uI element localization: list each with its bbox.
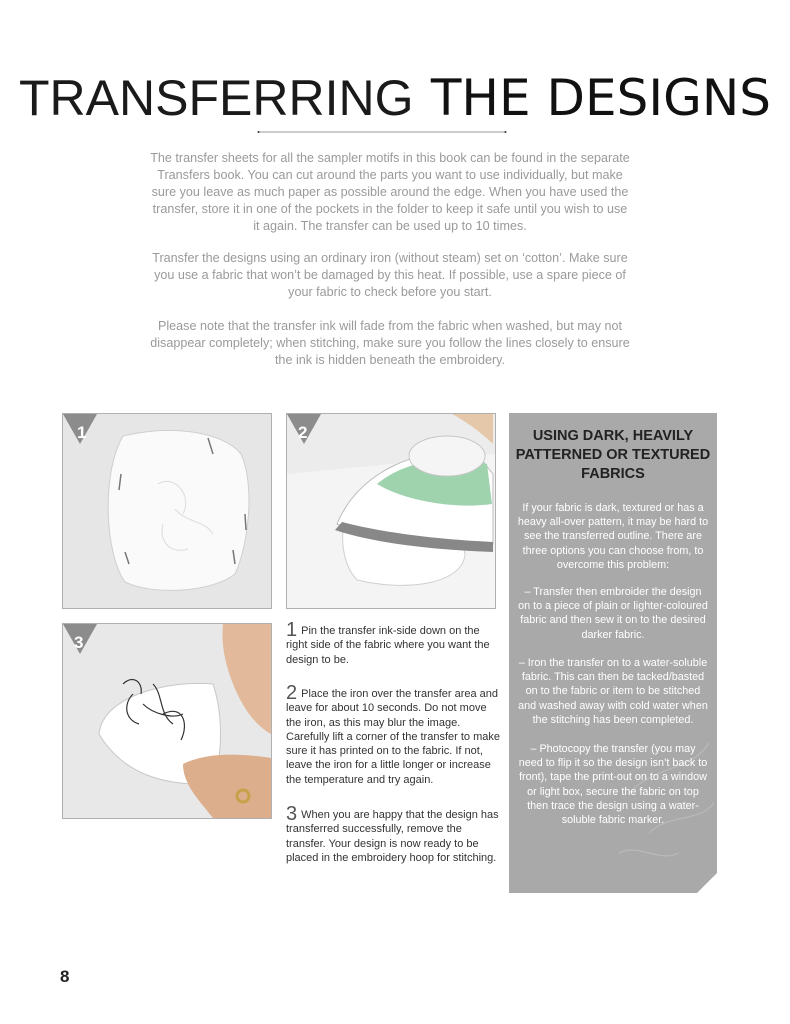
sidebar-paragraph-2: – Transfer then embroider the design on to a piece of plain or lighter-coloured fabric and then sew it on to the desired darker fabric. — [518, 586, 708, 641]
step-3-photo — [62, 623, 272, 819]
step-1-photo-number: 1 — [77, 423, 87, 442]
sidebar-heading: USING DARK, HEAVILY PATTERNED OR TEXTURED FABRICS — [515, 428, 711, 482]
step-3-body: When you are happy that the design has transferred successfully, remove the transfer. Your design is now ready to be placed in the embroidery hoop for stitching. — [286, 809, 499, 864]
step-3-photo-number: 3 — [74, 633, 84, 652]
step-2-photo — [286, 413, 496, 609]
step-2-body: Place the iron over the transfer area and leave for about 10 seconds. Do not move the iron, as this may blur the image. Carefully lift a corner of the transfer to make sure it has printed on to the fabric. If not, leave the iron for a little longer or increase the temperature and try again. — [286, 688, 500, 786]
step-1-number: 1 — [286, 619, 298, 641]
step-2-number: 2 — [286, 682, 298, 704]
step-2-photo-number: 2 — [298, 423, 308, 442]
sidebar-paragraph-3: – Iron the transfer on to a water-soluble fabric. This can then be tacked/basted on to the fabric or item to be stitched and washed away with cold water when the stitching has been completed. — [518, 657, 708, 726]
title-divider — [132, 131, 632, 133]
step-3-number: 3 — [286, 803, 298, 825]
intro-paragraph-1: The transfer sheets for all the sampler motifs in this book can be found in the separate Transfers book. You can cut around the parts you want to use individually, but make sure you leave as much paper as possible around the edge. When you have used the transfer, store it in one of the pockets in the folder to keep it safe until you wish to use it again. The transfer can be used up to 10 times. — [150, 151, 630, 233]
step-1-text — [286, 619, 501, 667]
page-number: 8 — [60, 967, 70, 986]
step-1-photo — [62, 413, 272, 609]
intro-paragraph-2: Transfer the designs using an ordinary iron (without steam) set on ‘cotton’. Make sure you use a fabric that won’t be damaged by this heat. If possible, use a spare piece of your fabric to check before you start. — [152, 251, 628, 299]
page-title — [0, 70, 790, 126]
sidebar-paragraph-4: – Photocopy the transfer (you may need to flip it so the design isn’t back to front), tape the print-out on to a window or light box, secure the fabric on top then trace the design using a water-soluble fabric marker. — [518, 743, 708, 827]
sidebar-box — [509, 413, 717, 893]
step-3-text — [286, 803, 501, 865]
title-light: TRANSFERRING — [19, 70, 414, 126]
intro-paragraph-3: Please note that the transfer ink will fade from the fabric when washed, but may not disappear completely; when stitching, make sure you follow the lines closely to ensure the ink is hidden beneath the embroidery. — [150, 319, 630, 367]
step-1-body: Pin the transfer ink-side down on the right side of the fabric where you want the design to be. — [286, 625, 490, 666]
sidebar-paragraph-1: If your fabric is dark, textured or has a heavy all-over pattern, it may be hard to see the transferred outline. There are three options you can choose from, to overcome this problem: — [517, 502, 709, 571]
title-bold: THE DESIGNS — [430, 69, 771, 127]
step-2-text — [286, 682, 501, 787]
